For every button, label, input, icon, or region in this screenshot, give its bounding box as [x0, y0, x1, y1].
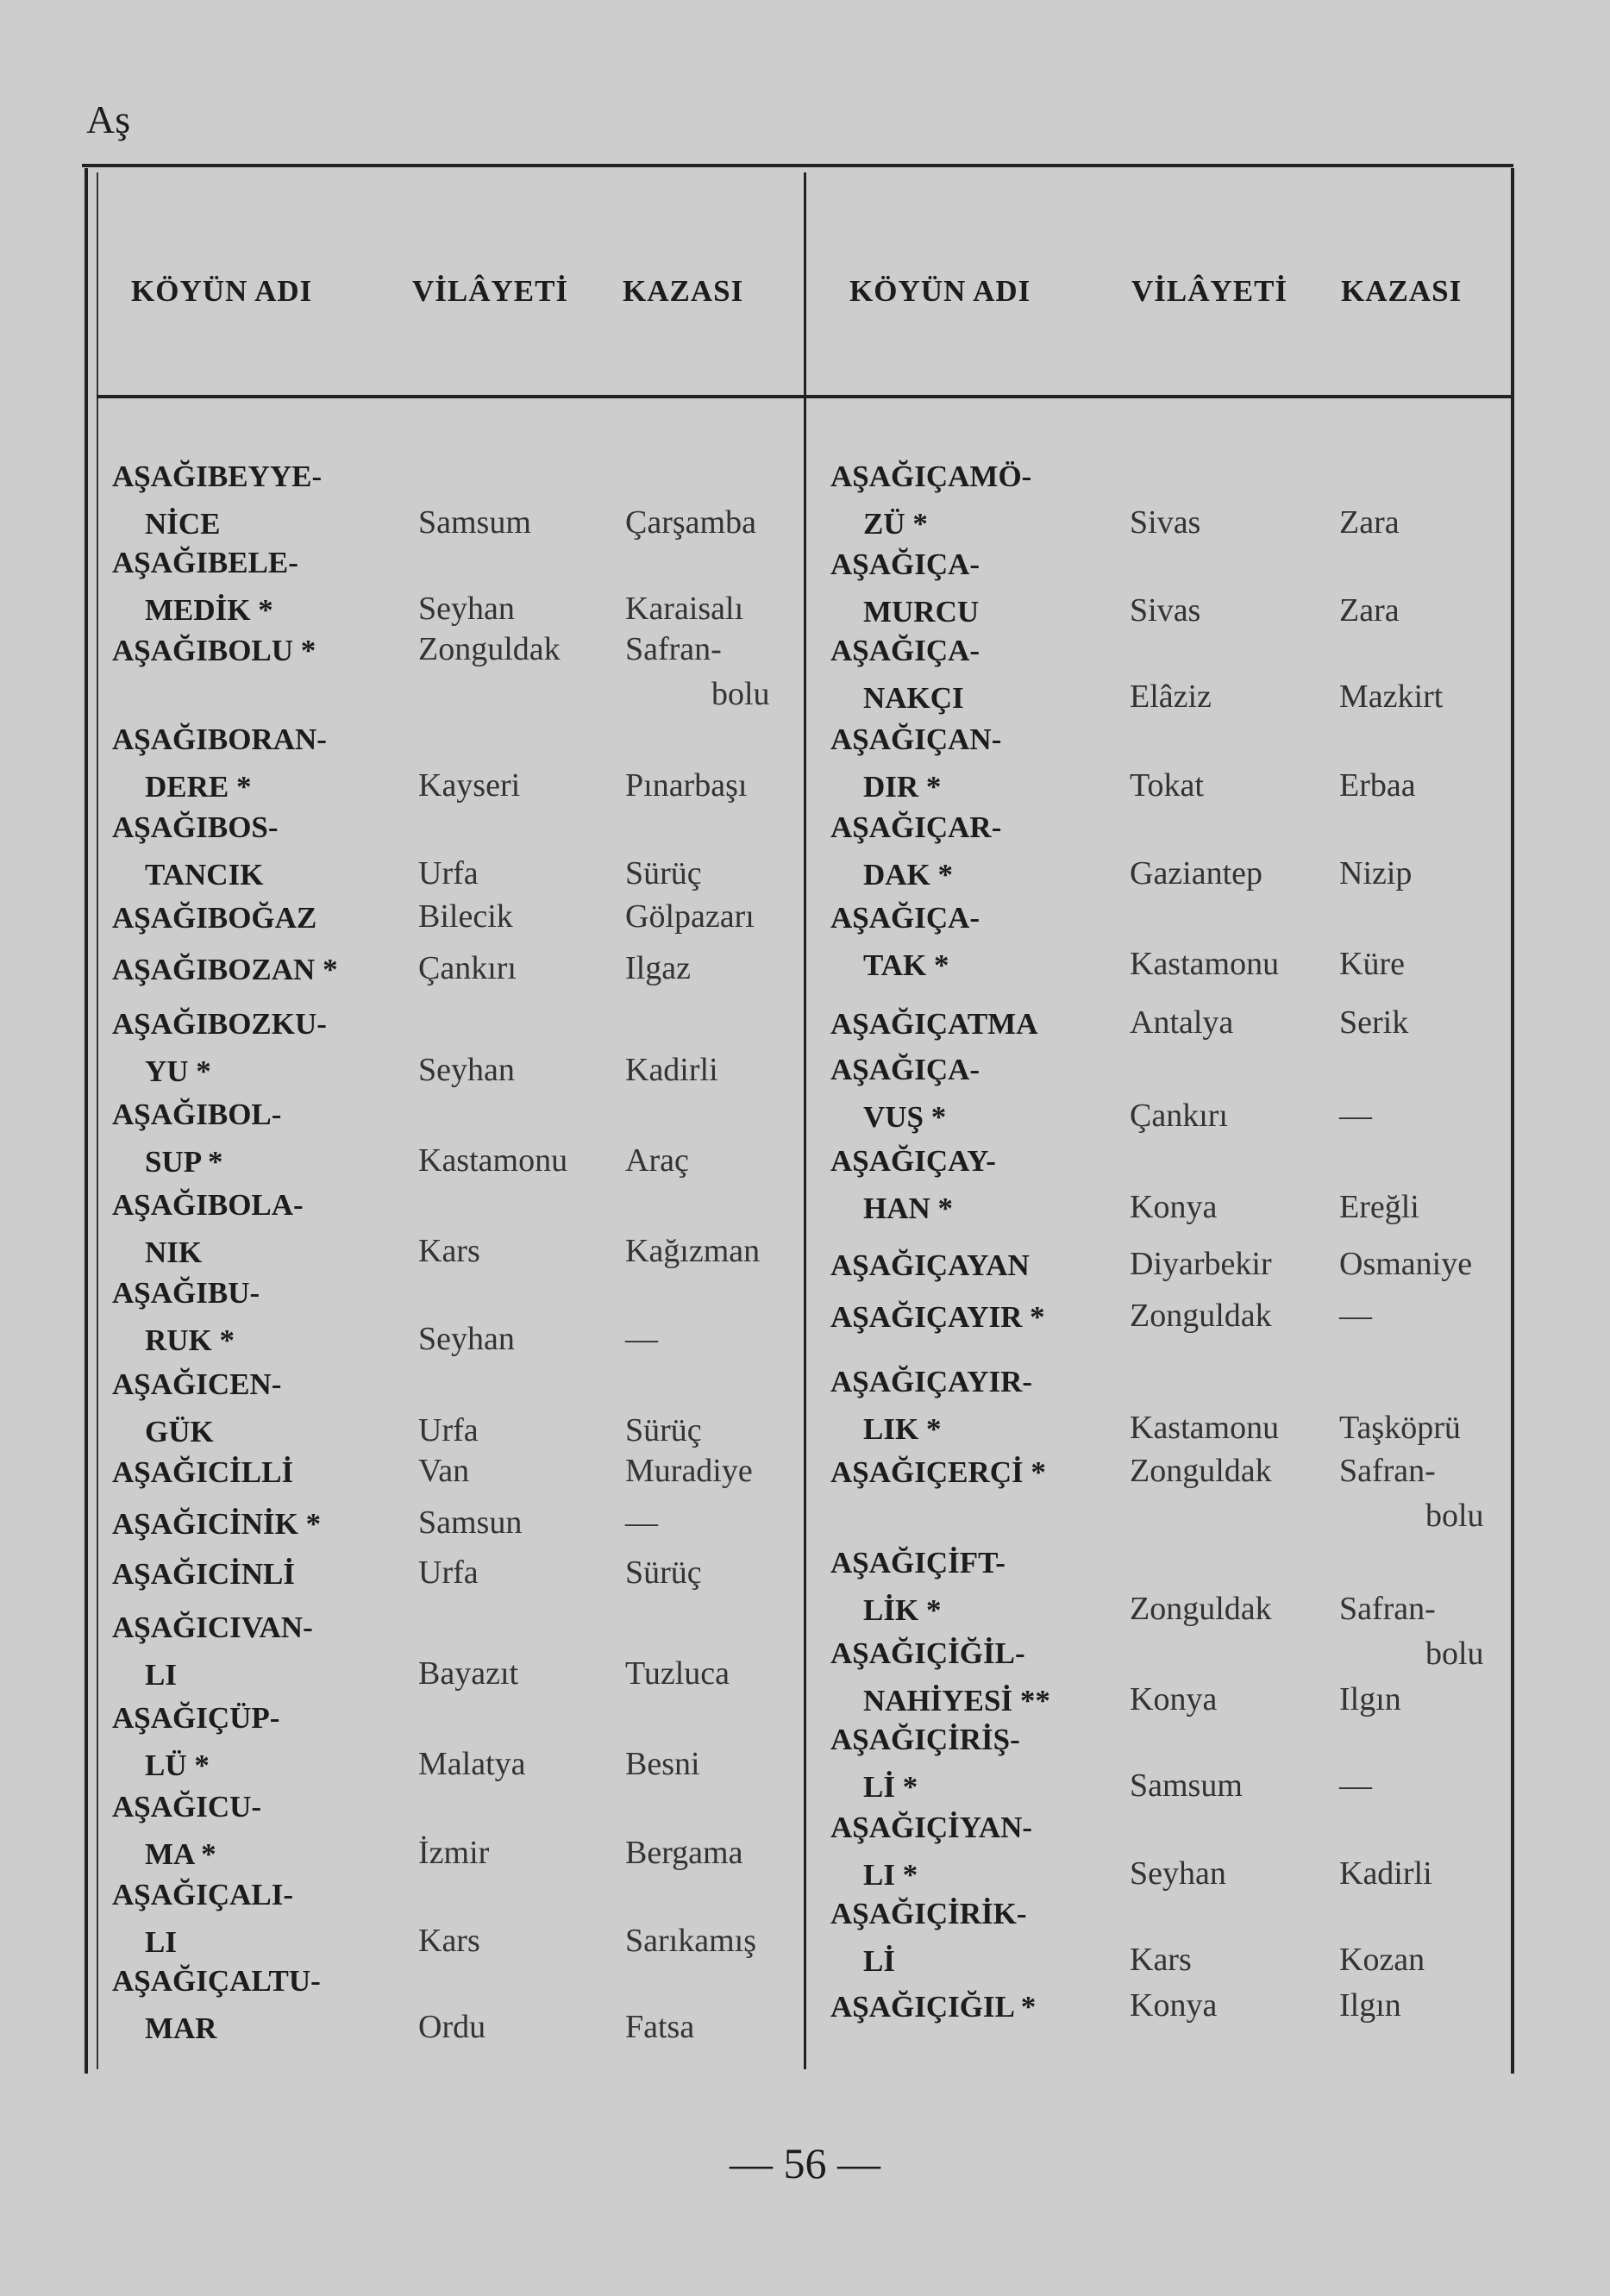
district-name-line: — [625, 1321, 658, 1357]
province-name: Kayseri [418, 767, 521, 804]
province-name: Samsun [418, 1505, 523, 1541]
column-header-district-left: KAZASI [623, 274, 744, 308]
district-name [1339, 1763, 1372, 1808]
district-name-line: Zara [1339, 592, 1400, 629]
district-name [625, 894, 755, 939]
province-name: Zonguldak [1130, 1591, 1272, 1627]
table-frame-top [82, 164, 1513, 167]
village-name [112, 946, 338, 993]
village-name [830, 1983, 1036, 2030]
district-name [1339, 1405, 1461, 1450]
village-name-line: AŞAĞIÇALTU- [112, 1964, 321, 1998]
district-name [625, 1742, 700, 1786]
village-name-line: MAR [145, 2011, 217, 2045]
district-name-line: bolu [1425, 1636, 1484, 1672]
district-name-line: Çarşamba [625, 504, 756, 541]
district-name [1339, 588, 1400, 633]
province-name: Seyhan [418, 1052, 515, 1088]
district-name-line: Serik [1339, 1004, 1409, 1041]
village-name [830, 1890, 1027, 1985]
district-name [1339, 942, 1405, 986]
district-name [625, 2005, 694, 2049]
village-name-line: TANCIK [145, 858, 264, 891]
column-header-district-right: KAZASI [1341, 274, 1463, 308]
village-name-line: AŞAĞIBOLU * [112, 634, 316, 667]
village-name-line: AŞAĞIÇAR- [830, 810, 1002, 844]
village-name [112, 1181, 304, 1276]
village-name-line: AŞAĞIÇA- [830, 634, 980, 667]
district-name [1339, 674, 1443, 719]
village-name-line: AŞAĞIÇAMÖ- [830, 460, 1032, 493]
province-name: Diyarbekir [1130, 1246, 1272, 1282]
district-name-line: Safran- [1339, 1591, 1436, 1627]
district-name-line: Osmaniye [1339, 1246, 1473, 1282]
table-frame-left [85, 168, 88, 2074]
district-name-line: Safran- [1339, 1453, 1436, 1489]
village-name-line: AŞAĞIBOZAN * [112, 953, 338, 986]
district-name [625, 627, 770, 716]
village-name [830, 1137, 996, 1232]
village-name-line: AŞAĞIÇA- [830, 1053, 980, 1086]
village-name [112, 1269, 260, 1364]
district-name-line: Sürüç [625, 855, 702, 891]
village-name-line: AŞAĞICİLLİ [112, 1455, 294, 1489]
village-name-line: AŞAĞICİNLİ [112, 1557, 295, 1591]
village-name [112, 1500, 321, 1548]
village-name [830, 894, 980, 989]
province-name: Çankırı [418, 950, 517, 986]
village-name-line: LI * [863, 1858, 918, 1892]
district-name [1339, 1000, 1408, 1045]
district-name-line: Taşköprü [1339, 1410, 1461, 1446]
province-name: Elâziz [1130, 679, 1212, 715]
village-name-line: DERE * [145, 770, 252, 804]
column-header-province-right: VİLÂYETİ [1131, 274, 1288, 308]
village-name-line: AŞAĞIÇİFT- [830, 1546, 1005, 1580]
district-name-line: — [1339, 1767, 1372, 1804]
district-name [625, 1138, 689, 1183]
district-name-line: — [1339, 1298, 1372, 1334]
province-name: Samsum [418, 504, 531, 541]
village-name [112, 894, 316, 942]
province-name: Konya [1130, 1681, 1218, 1717]
district-name [625, 1918, 756, 1963]
village-name-line: AŞAĞIÇA- [830, 901, 980, 935]
village-name-line: AŞAĞIÇAYAN [830, 1248, 1030, 1282]
district-name-line: Kadirli [1339, 1855, 1432, 1892]
district-name-line: Besni [625, 1746, 700, 1782]
village-name [112, 453, 322, 547]
district-name-line: Gölpazarı [625, 898, 755, 935]
district-name-line: bolu [711, 676, 770, 712]
district-name [1339, 763, 1416, 808]
village-name [830, 1046, 980, 1141]
district-name-line: Ereğli [1339, 1189, 1419, 1225]
village-name [830, 1448, 1046, 1496]
province-name: Seyhan [418, 1321, 515, 1357]
village-name [830, 1242, 1030, 1289]
village-name-line: LİK * [863, 1593, 942, 1627]
table-frame-left-inner [97, 172, 98, 2069]
village-name [830, 1000, 1037, 1048]
district-name-line: Erbaa [1339, 767, 1416, 804]
village-name-line: AŞAĞIBOLA- [112, 1188, 304, 1222]
village-name-line: NIK [145, 1236, 203, 1269]
district-name-line: Karaisalı [625, 591, 744, 627]
village-name-line: AŞAĞIÇAYIR * [830, 1300, 1045, 1334]
district-name-line: Sürüç [625, 1412, 702, 1448]
village-name-line: AŞAĞIÇA- [830, 547, 980, 581]
village-name-line: ZÜ * [863, 507, 928, 541]
district-name [1339, 1093, 1372, 1138]
village-name [112, 804, 279, 898]
district-name [625, 1500, 658, 1545]
village-name [112, 1604, 313, 1699]
district-name-line: Mazkirt [1339, 679, 1444, 715]
province-name: Sivas [1130, 504, 1201, 541]
district-name [1339, 1937, 1425, 1982]
district-name-line: Tuzluca [625, 1655, 730, 1692]
village-name-line: LIK * [863, 1412, 942, 1446]
province-name: Bayazıt [418, 1655, 519, 1692]
village-name [112, 1448, 293, 1496]
district-name [625, 1229, 760, 1273]
village-name-line: AŞAĞICİNİK * [112, 1507, 322, 1541]
village-name [112, 1361, 281, 1455]
village-name-line: DAK * [863, 858, 954, 891]
province-name: Seyhan [418, 591, 515, 627]
village-name-line: AŞAĞIÇİRİK- [830, 1897, 1027, 1930]
district-name-line: Fatsa [625, 2009, 695, 2045]
province-name: Çankırı [1130, 1098, 1228, 1134]
village-name-line: AŞAĞIBOĞAZ [112, 901, 317, 935]
district-name-line: Ilgın [1339, 1681, 1401, 1717]
district-name [625, 946, 691, 991]
district-name [625, 763, 747, 808]
district-name-line: Ilgın [1339, 1987, 1401, 2024]
village-name [830, 804, 1001, 898]
village-name-line: LI [145, 1925, 177, 1959]
district-name-line: Kadirli [625, 1052, 718, 1088]
village-name-line: YU * [145, 1054, 211, 1088]
province-name: Zonguldak [1130, 1298, 1272, 1334]
province-name: Malatya [418, 1746, 526, 1782]
village-name-line: AŞAĞIÇAN- [830, 723, 1002, 756]
village-name [830, 1539, 1005, 1634]
village-name [112, 716, 327, 810]
village-name-line: AŞAĞIÇATMA [830, 1007, 1038, 1041]
village-name-line: Lİ [863, 1944, 895, 1978]
header-rule [97, 395, 1511, 398]
province-name: Urfa [418, 855, 479, 891]
district-name [1339, 851, 1412, 896]
district-name [625, 1830, 742, 1875]
province-name: Van [418, 1453, 470, 1489]
district-name-line: Araç [625, 1142, 689, 1179]
province-name: Samsum [1130, 1767, 1243, 1804]
district-name-line: Nizip [1339, 855, 1413, 891]
district-name-line: Bergama [625, 1835, 743, 1871]
district-name [1339, 1448, 1484, 1538]
village-name [830, 627, 980, 722]
province-name: Gaziantep [1130, 855, 1263, 891]
district-name-line: Sürüç [625, 1555, 702, 1591]
village-name [112, 1957, 321, 2052]
district-name [625, 1550, 702, 1595]
page-header-letters: Aş [86, 97, 131, 141]
province-name: Urfa [418, 1412, 479, 1448]
village-name [830, 716, 1001, 810]
province-name: Ordu [418, 2009, 486, 2045]
district-name [625, 1317, 658, 1361]
district-name [625, 1048, 718, 1092]
village-name-line: AŞAĞIBELE- [112, 546, 298, 579]
village-name [112, 1783, 261, 1878]
village-name [112, 1694, 279, 1789]
district-name-line: Kozan [1339, 1942, 1425, 1978]
district-name [625, 851, 702, 896]
village-name [830, 1358, 1032, 1453]
province-name: Sivas [1130, 592, 1201, 629]
village-name-line: GÜK [145, 1415, 214, 1448]
page-number: — 56 — [730, 2139, 880, 2187]
village-name-line: TAK * [863, 948, 949, 982]
province-name: Kastamonu [1130, 1410, 1280, 1446]
village-name-line: LI [145, 1658, 177, 1692]
village-name-line: AŞAĞIÇİĞİL- [830, 1636, 1025, 1670]
village-name-line: NAKÇI [863, 681, 964, 715]
district-name [1339, 1242, 1472, 1286]
village-name-line: DIR * [863, 770, 942, 804]
village-name-line: AŞAĞIBU- [112, 1276, 260, 1310]
village-name-line: AŞAĞIÇİRİŞ- [830, 1723, 1020, 1756]
village-name-line: AŞAĞICIVAN- [112, 1611, 313, 1644]
village-name-line: AŞAĞIÇIĞIL * [830, 1990, 1037, 2024]
village-name-line: LÜ * [145, 1749, 210, 1782]
district-name [1339, 1586, 1484, 1676]
district-name [1339, 1293, 1372, 1338]
village-name-line: AŞAĞIBOS- [112, 810, 279, 844]
village-name-line: AŞAĞICEN- [112, 1367, 282, 1401]
village-name-line: AŞAĞIÇÜP- [112, 1701, 280, 1735]
village-name-line: NAHİYESİ ** [863, 1684, 1050, 1717]
column-header-province-left: VİLÂYETİ [412, 274, 569, 308]
column-header-village-name-left: KÖYÜN ADI [131, 274, 313, 308]
village-name [830, 1804, 1032, 1899]
village-name [830, 541, 980, 635]
village-name-line: AŞAĞIÇİYAN- [830, 1811, 1033, 1844]
district-name-line: Muradiye [625, 1453, 753, 1489]
province-name: Antalya [1130, 1004, 1234, 1041]
district-name [1339, 1185, 1419, 1229]
district-name [625, 1448, 753, 1493]
province-name: Kars [418, 1923, 480, 1959]
village-name [112, 1000, 327, 1095]
district-name [625, 500, 756, 545]
village-name-line: SUP * [145, 1145, 223, 1179]
province-name: Tokat [1130, 767, 1204, 804]
village-name [830, 1293, 1045, 1341]
village-name [112, 1871, 293, 1966]
village-name [112, 1091, 281, 1186]
district-name [1339, 1983, 1401, 2028]
province-name: Zonguldak [418, 631, 561, 667]
village-name-line: NİCE [145, 507, 221, 541]
village-name-line: AŞAĞIBORAN- [112, 723, 327, 756]
district-name [1339, 1851, 1432, 1896]
village-name-line: MEDİK * [145, 593, 273, 627]
column-divider [804, 172, 806, 2069]
village-name-line: VUŞ * [863, 1100, 947, 1134]
province-name: Kars [1130, 1942, 1192, 1978]
village-name [112, 627, 316, 674]
district-name-line: — [625, 1505, 658, 1541]
village-name [830, 1630, 1050, 1724]
village-name-line: RUK * [145, 1323, 235, 1357]
province-name: Urfa [418, 1555, 479, 1591]
village-name-line: AŞAĞIBEYYE- [112, 460, 323, 493]
village-name-line: AŞAĞIÇERÇİ * [830, 1455, 1046, 1489]
district-name-line: bolu [1425, 1498, 1484, 1534]
district-name-line: Küre [1339, 946, 1405, 982]
district-name-line: Zara [1339, 504, 1400, 541]
village-name-line: Lİ * [863, 1770, 918, 1804]
province-name: Konya [1130, 1189, 1218, 1225]
district-name-line: — [1339, 1098, 1372, 1134]
village-name-line: HAN * [863, 1192, 954, 1225]
village-name [112, 1550, 295, 1598]
village-name-line: AŞAĞIBOL- [112, 1098, 282, 1131]
village-name-line: AŞAĞICU- [112, 1790, 262, 1824]
village-name-line: AŞAĞIÇALI- [112, 1878, 294, 1911]
district-name [625, 1651, 730, 1696]
district-name-line: Ilgaz [625, 950, 691, 986]
province-name: Bilecik [418, 898, 513, 935]
district-name-line: Safran- [625, 631, 722, 667]
district-name-line: Sarıkamış [625, 1923, 756, 1959]
village-name-line: AŞAĞIBOZKU- [112, 1007, 327, 1041]
province-name: Konya [1130, 1987, 1218, 2024]
province-name: Zonguldak [1130, 1453, 1272, 1489]
table-frame-right [1511, 168, 1514, 2074]
province-name: İzmir [418, 1835, 490, 1871]
district-name [625, 1408, 702, 1453]
province-name: Seyhan [1130, 1855, 1226, 1892]
district-name-line: Pınarbaşı [625, 767, 748, 804]
district-name [1339, 1677, 1401, 1722]
village-name-line: MURCU [863, 595, 980, 629]
province-name: Kars [418, 1233, 480, 1269]
district-name [1339, 500, 1400, 545]
village-name [830, 1716, 1020, 1811]
district-name [625, 586, 743, 631]
column-header-village-name-right: KÖYÜN ADI [849, 274, 1031, 308]
district-name-line: Kağızman [625, 1233, 761, 1269]
village-name [830, 453, 1031, 547]
village-name-line: AŞAĞIÇAYIR- [830, 1365, 1033, 1398]
province-name: Kastamonu [1130, 946, 1280, 982]
village-name-line: AŞAĞIÇAY- [830, 1144, 996, 1178]
village-name-line: MA * [145, 1837, 216, 1871]
province-name: Kastamonu [418, 1142, 568, 1179]
village-name [112, 539, 298, 634]
